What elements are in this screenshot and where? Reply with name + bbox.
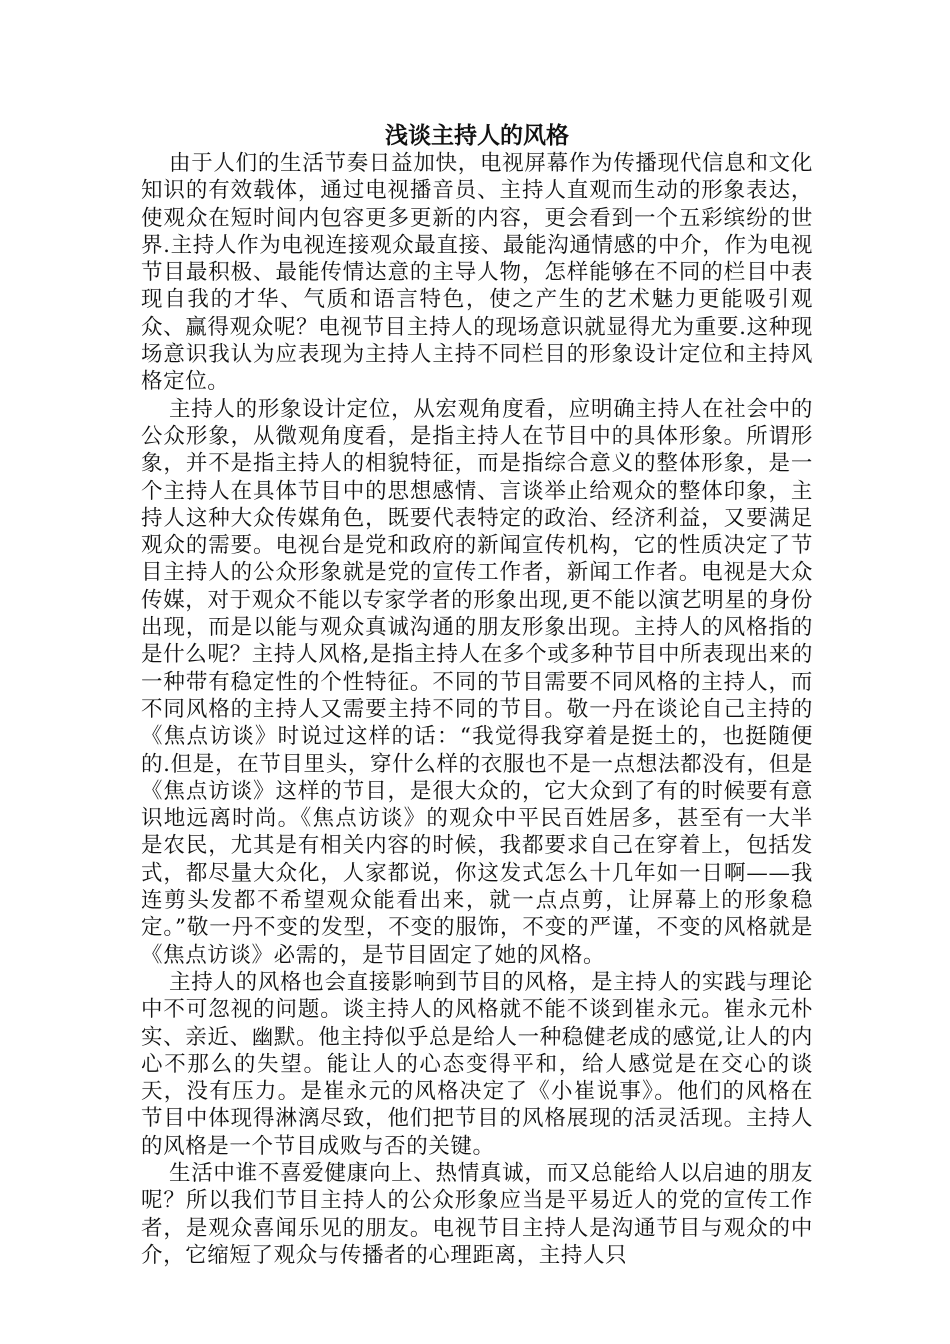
document-body (141, 122, 813, 1269)
paragraph: 由于人们的生活节奏日益加快，电视屏幕作为传播现代信息和文化知识的有效载体，通过电视播音员、主持人直观而生动的形象表达，使观众在短时间内包容更多更新的内容，更会看到一个五彩缤纷的世界.主持人作为电视连接观众最直接、最能沟通情感的中介，作为电视节目最积极、最能传情达意的主导人物，怎样能够在不同的栏目中表现自我的才华、气质和语言特色，使之产生的艺术魅力更能吸引观众、赢得观众呢？电视节目主持人的现场意识就显得尤为重要.这种现场意识我认为应表现为主持人主持不同栏目的形象设计定位和主持风格定位。 (141, 151, 813, 395)
paragraph: 主持人的风格也会直接影响到节目的风格，是主持人的实践与理论中不可忽视的问题。谈主持人的风格就不能不谈到崔永元。崔永元朴实、亲近、幽默。他主持似乎总是给人一种稳健老成的感觉,让人的内心不那么的失望。能让人的心态变得平和，给人感觉是在交心的谈天，没有压力。是崔永元的风格决定了《小崔说事》。他们的风格在节目中体现得淋漓尽致，他们把节目的风格展现的活灵活现。主持人的风格是一个节目成败与否的关键。 (141, 969, 813, 1159)
document-title: 浅谈主持人的风格 (385, 122, 569, 149)
paragraph: 主持人的形象设计定位，从宏观角度看，应明确主持人在社会中的公众形象，从微观角度看，是指主持人在节目中的具体形象。所谓形象，并不是指主持人的相貌特征，而是指综合意义的整体形象，是一个主持人在具体节目中的思想感情、言谈举止给观众的整体印象，主持人这种大众传媒角色，既要代表特定的政治、经济利益，又要满足观众的需要。电视台是党和政府的新闻宣传机构，它的性质决定了节目主持人的公众形象就是党的宣传工作者，新闻工作者。电视是大众传媒，对于观众不能以专家学者的形象出现,更不能以演艺明星的身份出现，而是以能与观众真诚沟通的朋友形象出现。主持人的风格指的是什么呢？主持人风格,是指主持人在多个或多种节目中所表现出来的一种带有稳定性的个性特征。不同的节目需要不同风格的主持人，而不同风格的主持人又需要主持不同的节目。敬一丹在谈论自己主持的《焦点访谈》时说过这样的话：“我觉得我穿着是挺土的，也挺随便的.但是，在节目里头，穿什么样的衣服也不是一点想法都没有，但是《焦点访谈》这样的节目，是很大众的，它大众到了有的时候要有意识地远离时尚。《焦点访谈》的观众中平民百姓居多，甚至有一大半是农民，尤其是有相关内容的时候，我都要求自己在穿着上，包括发式，都尽量大众化，人家都说，你这发式怎么十几年如一日啊——我连剪头发都不希望观众能看出来，就一点点剪，让屏幕上的形象稳定。”敬一丹不变的发型，不变的服饰，不变的严谨，不变的风格就是《焦点访谈》必需的，是节目固定了她的风格。 (141, 396, 813, 968)
paragraph: 生活中谁不喜爱健康向上、热情真诚，而又总能给人以启迪的朋友呢？所以我们节目主持人的公众形象应当是平易近人的党的宣传工作者，是观众喜闻乐见的朋友。电视节目主持人是沟通节目与观众的中介，它缩短了观众与传播者的心理距离，主持人只 (141, 1160, 813, 1268)
